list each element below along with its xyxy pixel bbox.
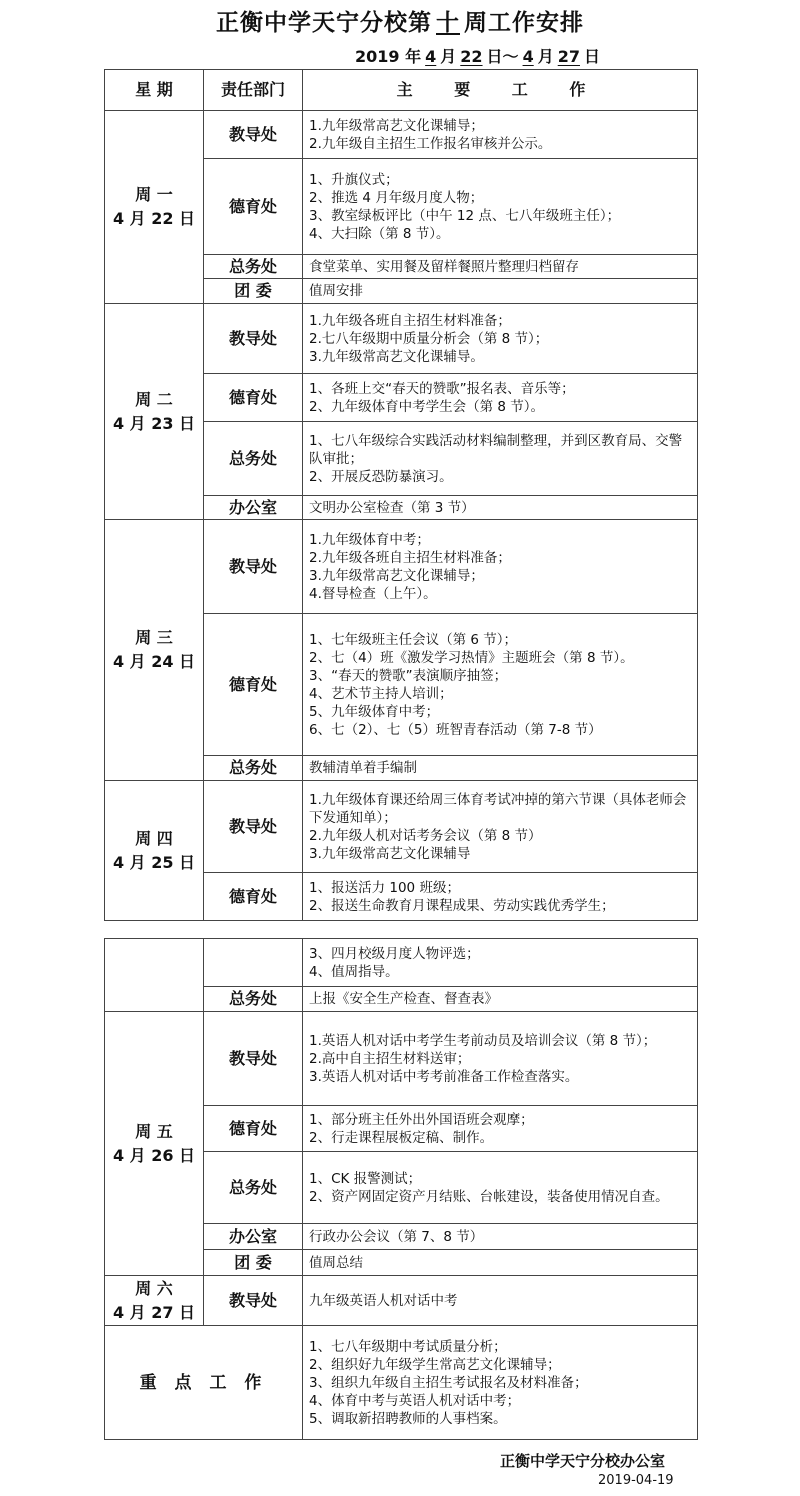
dept-cell: 办公室 [204,496,303,520]
work-cell: 3、四月校级月度人物评选； 4、值周指导。 [303,939,698,987]
key-work-row [105,1326,698,1440]
work-cell: 1、七八年级综合实践活动材料编制整理，并到区教育局、交警队审批； 2、开展反恐防暴演习。 [303,422,698,496]
table-row [105,781,698,873]
day-cell-wed: 周 三 4 月 24 日 [105,520,204,781]
dept-cell: 教导处 [204,1276,303,1326]
day-cell-sat: 周 六 4 月 27 日 [105,1276,204,1326]
work-cell: 文明办公室检查（第 3 节） [303,496,698,520]
schedule-table-page1 [104,69,698,921]
dept-cell: 教导处 [204,1012,303,1106]
header-dept: 责任部门 [204,70,303,111]
dept-cell: 教导处 [204,520,303,614]
dept-cell: 总务处 [204,987,303,1012]
day-cell-mon: 周 一 4 月 22 日 [105,111,204,304]
work-cell: 行政办公会议（第 7、8 节） [303,1224,698,1250]
day-cell-thu: 周 四 4 月 25 日 [105,781,204,921]
key-work-cell: 1、七八年级期中考试质量分析； 2、组织好九年级学生常高艺文化课辅导； 3、组织九年级自主招生考试报名及材料准备； 4、体育中考与英语人机对话中考； 5、调取新招聘教师的人事档案。 [303,1326,698,1440]
dept-cell: 总务处 [204,422,303,496]
table-row [105,304,698,374]
work-cell: 教辅清单着手编制 [303,756,698,781]
header-work: 主 要 工 作 [303,70,698,111]
header-day: 星 期 [105,70,204,111]
day-cell-continued [105,939,204,1012]
work-cell: 1.九年级各班自主招生材料准备； 2.七八年级期中质量分析会（第 8 节）； 3.九年级常高艺文化课辅导。 [303,304,698,374]
table-row [105,1276,698,1326]
day-cell-fri: 周 五 4 月 26 日 [105,1012,204,1276]
work-cell: 1.英语人机对话中考学生考前动员及培训会议（第 8 节）； 2.高中自主招生材料送审； 3.英语人机对话中考考前准备工作检查落实。 [303,1012,698,1106]
dept-cell: 德育处 [204,614,303,756]
dept-cell: 总务处 [204,255,303,279]
dept-cell: 团 委 [204,279,303,304]
schedule-table-page2 [104,938,698,1440]
dept-cell: 德育处 [204,1106,303,1152]
table-row [105,111,698,159]
dept-cell: 总务处 [204,756,303,781]
work-cell: 上报《安全生产检查、督查表》 [303,987,698,1012]
work-cell: 1、部分班主任外出外国语班会观摩； 2、行走课程展板定稿、制作。 [303,1106,698,1152]
dept-cell: 教导处 [204,111,303,159]
work-cell: 值周安排 [303,279,698,304]
dept-cell: 德育处 [204,873,303,921]
work-cell: 食堂菜单、实用餐及留样餐照片整理归档留存 [303,255,698,279]
work-cell: 1.九年级体育课还给周三体育考试冲掉的第六节课（具体老师会下发通知单）； 2.九年级人机对话考务会议（第 8 节） 3.九年级常高艺文化课辅导 [303,781,698,873]
footer-org: 正衡中学天宁分校办公室 [500,1452,666,1470]
work-cell: 1、升旗仪式； 2、推选 4 月年级月度人物； 3、教室绿板评比（中午 12 点、七八年级班主任）； 4、大扫除（第 8 节）。 [303,159,698,255]
key-work-label: 重 点 工 作 [105,1326,303,1440]
dept-cell-continued [204,939,303,987]
dept-cell: 德育处 [204,159,303,255]
table-row [105,520,698,614]
dept-cell: 教导处 [204,781,303,873]
date-range: 2019 年 4 月 22 日～ 4 月 27 日 [355,47,600,66]
dept-cell: 总务处 [204,1152,303,1224]
dept-cell: 德育处 [204,374,303,422]
work-cell: 1、报送活力 100 班级； 2、报送生命教育月课程成果、劳动实践优秀学生； [303,873,698,921]
day-cell-tue: 周 二 4 月 23 日 [105,304,204,520]
work-cell: 九年级英语人机对话中考 [303,1276,698,1326]
work-cell: 1、各班上交“春天的赞歌”报名表、音乐等； 2、九年级体育中考学生会（第 8 节）。 [303,374,698,422]
dept-cell: 教导处 [204,304,303,374]
table-row [105,1012,698,1106]
dept-cell: 团 委 [204,1250,303,1276]
table-row [105,939,698,987]
dept-cell: 办公室 [204,1224,303,1250]
work-cell: 1.九年级体育中考； 2.九年级各班自主招生材料准备； 3.九年级常高艺文化课辅导； 4.督导检查（上午）。 [303,520,698,614]
work-cell: 值周总结 [303,1250,698,1276]
work-cell: 1.九年级常高艺文化课辅导； 2.九年级自主招生工作报名审核并公示。 [303,111,698,159]
week-number: 十 [436,10,460,36]
table-header-row [105,70,698,111]
footer-date: 2019-04-19 [598,1473,674,1488]
work-cell: 1、七年级班主任会议（第 6 节）； 2、七（4）班《激发学习热情》主题班会（第 8 节）。 3、“春天的赞歌”表演顺序抽签； 4、艺术节主持人培训； 5、九年级体育中考； 6、七（2）、七（5）班智青春活动（第 7-8 节） [303,614,698,756]
page-title: 正衡中学天宁分校第 十 周工作安排 [216,10,584,36]
work-cell: 1、CK 报警测试； 2、资产网固定资产月结账、台帐建设，装备使用情况自查。 [303,1152,698,1224]
